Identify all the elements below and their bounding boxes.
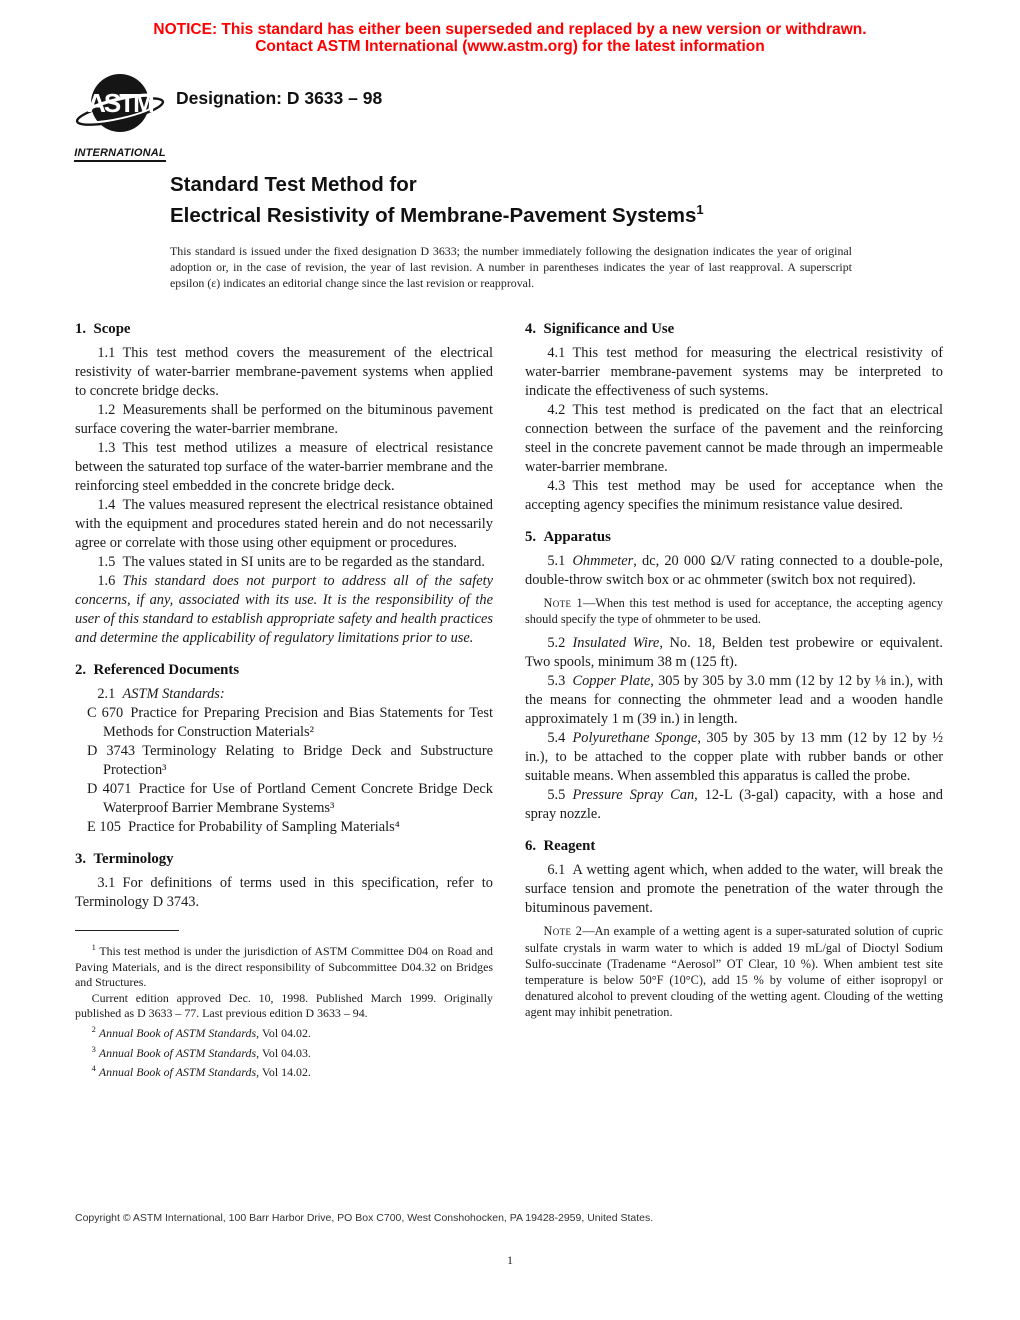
section-heading: 3. Terminology: [75, 851, 174, 867]
section-heading: 6. Reagent: [525, 838, 596, 855]
copyright-footer: Copyright © ASTM International, 100 Barr Harbor Drive, PO Box C700, West Conshohocken, PA 19428-2959, United States.: [75, 1212, 654, 1224]
paragraph-3.1: 3.1 For definitions of terms used in this specification, refer to Terminology D 3743.: [75, 875, 493, 910]
right-column: [525, 320, 943, 1081]
section-heading: 1. Scope: [75, 321, 131, 337]
footnote: $^4$ Annual Book of ASTM Standards, Vol 14.02.: [91, 1063, 311, 1080]
paragraph-5.5: 5.5 Pressure Spray Can, 12-L (3-gal) capacity, with a hose and spray nozzle.: [525, 787, 943, 823]
paragraph-5.2: 5.2 Insulated Wire, No. 18, Belden test probewire or equivalent. Two spools, minimum 38 m (125 ft).: [525, 635, 943, 671]
reference-item: C 670 Practice for Preparing Precision and Bias Statements for Test Methods for Construction Materials²: [87, 705, 493, 740]
paragraph-4.3: 4.3 This test method may be used for acceptance when the accepting agency specifies the minimum resistance value desired.: [525, 478, 943, 513]
astm-logo: [72, 72, 168, 162]
left-column: [75, 320, 493, 1081]
designation: Designation: D 3633 – 98: [176, 88, 383, 108]
paragraph-1.5: 1.5 The values stated in SI units are to be regarded as the standard.: [97, 554, 485, 570]
note-label: Note 2: [543, 924, 583, 939]
footnote: $^1$ This test method is under the jurisdiction of ASTM Committee D04 on Road and Paving Materials, and is the direct responsibility of Subcommittee D04.32 on Bridges and Structures.: [75, 942, 493, 990]
notice-line2: Contact ASTM International (www.astm.org) for the latest information: [255, 37, 765, 55]
astm-monogram: ASTM: [87, 88, 153, 118]
page-number: 1: [507, 1253, 513, 1267]
title-line2: Electrical Resistivity of Membrane-Pavement Systems$^1$: [170, 202, 704, 227]
section-heading: 5. Apparatus: [525, 529, 611, 545]
reference-item: D 4071 Practice for Use of Portland Cement Concrete Bridge Deck Waterproof Barrier Membrane Systems³: [87, 781, 493, 816]
title-footnote-marker: 1: [696, 202, 704, 217]
notice-line1: NOTICE: This standard has either been superseded and replaced by a new version or withdrawn.: [153, 21, 867, 38]
astm-globe-icon: [74, 72, 166, 138]
supersession-notice: [0, 22, 1020, 55]
reference-item: D 3743 Terminology Relating to Bridge Deck and Substructure Protection³: [87, 743, 493, 778]
note: Note 1—When this test method is used for acceptance, the accepting agency should specify the type of ohmmeter to be used.: [525, 596, 943, 627]
title-line1: Standard Test Method for: [170, 173, 417, 196]
section-heading: 2. Referenced Documents: [75, 662, 240, 678]
paragraph-5.1: 5.1 Ohmmeter, dc, 20 000 Ω/V rating connected to a double-pole, double-throw switch box or ac ohmmeter (switch box not required).: [525, 553, 943, 588]
footnote: Current edition approved Dec. 10, 1998. Published March 1999. Originally published as D 3633 – 77. Last previous edition D 3633 – 94.: [75, 990, 493, 1021]
footnote: $^2$ Annual Book of ASTM Standards, Vol 04.02.: [91, 1023, 311, 1040]
paragraph-1.4: 1.4 The values measured represent the electrical resistance obtained with the equipment and procedures stated herein and do not necessarily agree or correlate with those using other equipment or procedures.: [75, 497, 493, 551]
paragraph-1.3: 1.3 This test method utilizes a measure of electrical resistance between the saturated top surface of the water-barrier membrane and the reinforcing steel embedded in the concrete bridge deck.: [75, 440, 493, 494]
paragraph-1.2: 1.2 Measurements shall be performed on the bituminous pavement surface covering the water-barrier membrane.: [75, 402, 493, 437]
footnotes: [75, 930, 493, 1081]
footnote: $^3$ Annual Book of ASTM Standards, Vol 04.03.: [91, 1043, 311, 1060]
paragraph-5.4: 5.4 Polyurethane Sponge, 305 by 305 by 13 mm (12 by 12 by ½ in.), to be attached to the copper plate with rubber bands or other suitable means. When assembled this apparatus is called the probe.: [525, 730, 943, 785]
reference-item: E 105 Practice for Probability of Sampling Materials⁴: [87, 819, 400, 835]
footnote-separator: [75, 930, 179, 931]
paragraph-4.1: 4.1 This test method for measuring the electrical resistivity of water-barrier membrane-pavement systems may be interpreted to indicate the effectiveness of such systems.: [525, 345, 943, 399]
paragraph-4.2: 4.2 This test method is predicated on the fact that an electrical connection between the surface of the pavement and the reinforcing steel in the concrete pavement cannot be made through an impermeable water-barrier membrane.: [525, 402, 943, 475]
document-title: [170, 172, 870, 228]
paragraph-1.1: 1.1 This test method covers the measurement of the electrical resistivity of water-barrier membrane-pavement systems when applied to concrete bridge decks.: [75, 345, 493, 399]
note-label: Note 1: [543, 596, 584, 610]
preamble: This standard is issued under the fixed designation D 3633; the number immediately following the designation indicates the year of original adoption or, in the case of revision, the year of last revision. A number in parentheses indicates the year of last reapproval. A superscript epsilon (ε) indicates an editorial change since the last revision or reapproval.: [170, 244, 852, 290]
section-heading: 4. Significance and Use: [525, 321, 675, 337]
note: Note 2—An example of a wetting agent is a super-saturated solution of cupric sulfate crystals in warm water to which is added 19 mL/gal of Dioctyl Sodium Sulfo-succinate (Tradename “Aerosol” OT Clear, 10 %). When ambient test site temperature is below 50°F (10°C), add 15 % by volume of either isopropyl or denatured alcohol to prevent clouding of the wetting agent. Clouding of the wetting agent may inhibit penetration.: [525, 924, 943, 1020]
paragraph-1.6: 1.6 This standard does not purport to address all of the safety concerns, if any, associated with its use. It is the responsibility of the user of this standard to establish appropriate safety and health practices and determine the applicability of regulatory limitations prior to use.: [75, 573, 493, 646]
paragraph-6.1: 6.1 A wetting agent which, when added to the water, will break the surface tension and promote the penetration of the water through the bituminous pavement.: [525, 862, 943, 917]
logo-international-label: INTERNATIONAL: [74, 147, 166, 162]
two-column-body: [75, 320, 943, 1081]
paragraph-2.1: 2.1 ASTM Standards:: [97, 686, 225, 702]
paragraph-5.3: 5.3 Copper Plate, 305 by 305 by 3.0 mm (12 by 12 by ⅛ in.), with the means for connecting the ohmmeter lead and a wooden handle approximately 1 m (39 in.) in length.: [525, 673, 943, 728]
